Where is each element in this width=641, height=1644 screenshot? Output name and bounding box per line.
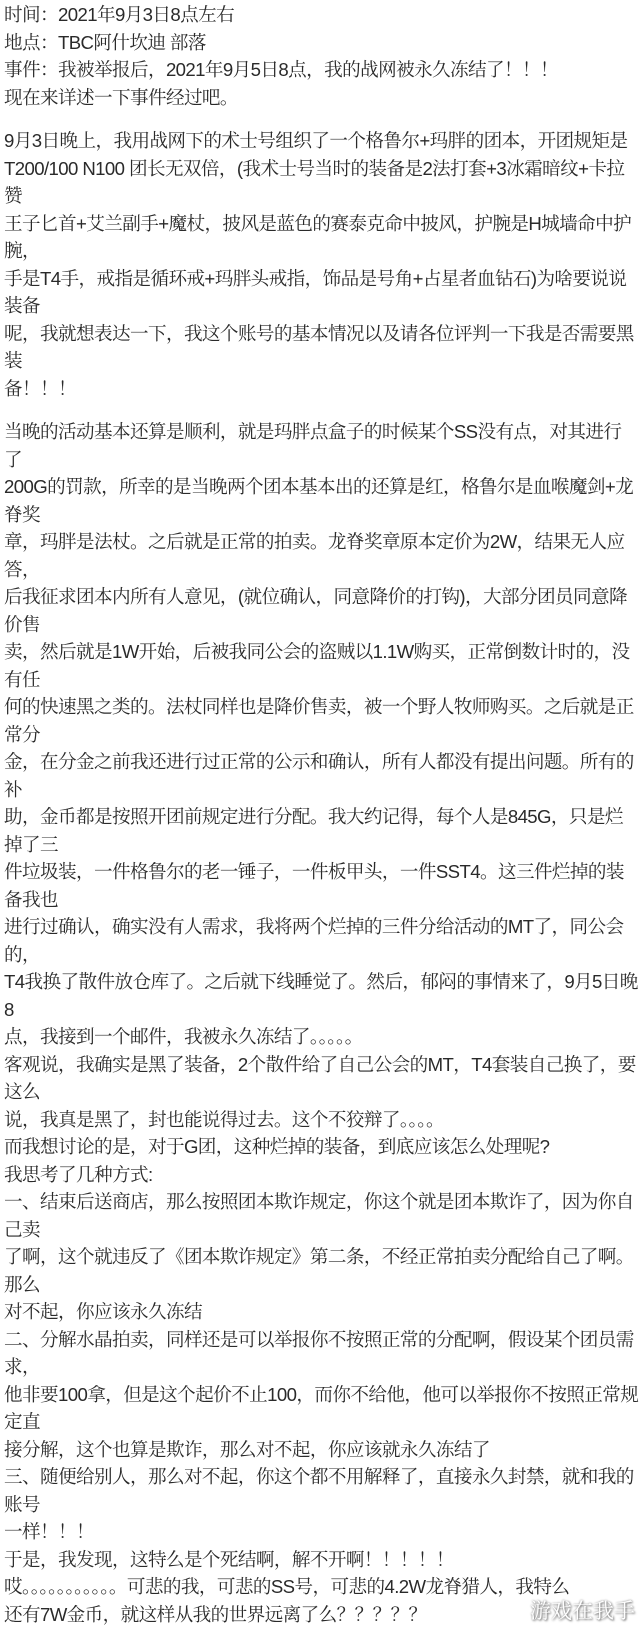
text-line: 而我想讨论的是，对于G团，这种烂掉的装备，到底应该怎么处理呢?: [4, 1136, 550, 1157]
text-line: 金，在分金之前我还进行过正常的公示和确认，所有人都没有提出问题。所有的补: [4, 751, 634, 800]
text-line: 一、结束后送商店，那么按照团本欺诈规定，你这个就是团本欺诈了，因为你自己卖: [4, 1191, 634, 1240]
text-line: 于是，我发现，这特么是个死结啊，解不开啊！！！！！: [4, 1548, 454, 1570]
text-line: 他非要100拿，但是这个起价不止100，而你不给他，他可以举报你不按照正常规定直: [4, 1383, 639, 1432]
text-line: 当晚的活动基本还算是顺利，就是玛胖点盒子的时候某个SS没有点，对其进行了: [4, 421, 622, 470]
article-body: [4, 0, 639, 1628]
text-line: 三、随便给别人，那么对不起，你这个都不用解释了，直接永久封禁，就和我的账号: [4, 1466, 634, 1515]
watermark: 游戏在我手: [530, 1600, 635, 1623]
text-line: 还有7W金币，就这样从我的世界远离了么？？？？？: [4, 1603, 427, 1625]
text-line: 客观说，我确实是黑了装备，2个散件给了自己公会的MT，T4套装自己换了，要这么: [4, 1053, 636, 1102]
text-line: 何的快速黑之类的。法杖同样也是降价售卖，被一个野人牧师购买。之后就是正常分: [4, 696, 634, 745]
paragraph: [4, 1, 639, 111]
text-line: 200G的罚款，所幸的是当晚两个团本基本出的还算是红，格鲁尔是血喉魔剑+龙脊奖: [4, 476, 634, 525]
text-line: 进行过确认，确实没有人需求，我将两个烂掉的三件分给活动的MT了，同公会的，: [4, 916, 624, 965]
text-line: 备！！！: [4, 377, 76, 399]
text-line: 接分解，这个也算是欺诈，那么对不起，你应该就永久冻结了: [4, 1438, 490, 1460]
paragraph: [4, 127, 639, 402]
text-line: 哎。。。。。。。。。。。可悲的我，可悲的SS号，可悲的4.2W龙脊猎人，我特么: [4, 1576, 570, 1597]
text-line: 王子匕首+艾兰副手+魔杖，披风是蓝色的赛泰克命中披风，护腕是H城墙命中护腕，: [4, 212, 632, 261]
text-line: 呢，我就想表达一下，我这个账号的基本情况以及请各位评判一下我是否需要黑装: [4, 322, 634, 371]
text-line: T200/100 N100 团长无双倍，(我术士号当时的装备是2法打套+3冰霜暗纹+卡拉赞: [4, 157, 625, 206]
text-line: 卖，然后就是1W开始，后被我同公会的盗贼以1.1W购买，正常倒数计时的，没有任: [4, 641, 630, 690]
text-line: 一样！！！: [4, 1521, 94, 1542]
text-line: 对不起，你应该永久冻结: [4, 1301, 202, 1322]
text-line: 件垃圾装，一件格鲁尔的老一锤子，一件板甲头，一件SST4。这三件烂掉的装备我也: [4, 861, 624, 910]
text-line: 事件：我被举报后，2021年9月5日8点，我的战网被永久冻结了！！！: [4, 59, 559, 80]
text-line: 地点：TBC阿什坎迪 部落: [4, 31, 206, 53]
text-line: 后我征求团本内所有人意见，(就位确认，同意降价的打钩)，大部分团员同意降价售: [4, 586, 627, 635]
text-line: 9月3日晚上，我用战网下的术士号组织了一个格鲁尔+玛胖的团本，开团规矩是: [4, 130, 628, 151]
text-line: 手是T4手，戒指是循环戒+玛胖头戒指，饰品是号角+占星者血钻石)为啥要说说装备: [4, 267, 627, 316]
text-line: 说，我真是黑了，封也能说得过去。这个不狡辩了。。。。: [4, 1108, 444, 1130]
text-line: 了啊，这个就违反了《团本欺诈规定》第二条，不经正常拍卖分配给自己了啊。那么: [4, 1246, 634, 1295]
text-line: 点，我接到一个邮件，我被永久冻结了。。。。。: [4, 1026, 363, 1047]
text-line: 章，玛胖是法杖。之后就是正常的拍卖。龙脊奖章原本定价为2W，结果无人应答，: [4, 531, 625, 580]
text-line: T4我换了散件放仓库了。之后就下线睡觉了。然后，郁闷的事情来了，9月5日晚8: [4, 971, 638, 1020]
text-line: 助，金币都是按照开团前规定进行分配。我大约记得，每个人是845G，只是烂掉了三: [4, 806, 623, 855]
text-line: 二、分解水晶拍卖，同样还是可以举报你不按照正常的分配啊，假设某个团员需求，: [4, 1328, 634, 1377]
text-line: 时间：2021年9月3日8点左右: [4, 4, 235, 25]
text-line: 现在来详述一下事件经过吧。: [4, 86, 238, 108]
text-line: 我思考了几种方式:: [4, 1163, 153, 1185]
paragraph: [4, 418, 639, 1628]
